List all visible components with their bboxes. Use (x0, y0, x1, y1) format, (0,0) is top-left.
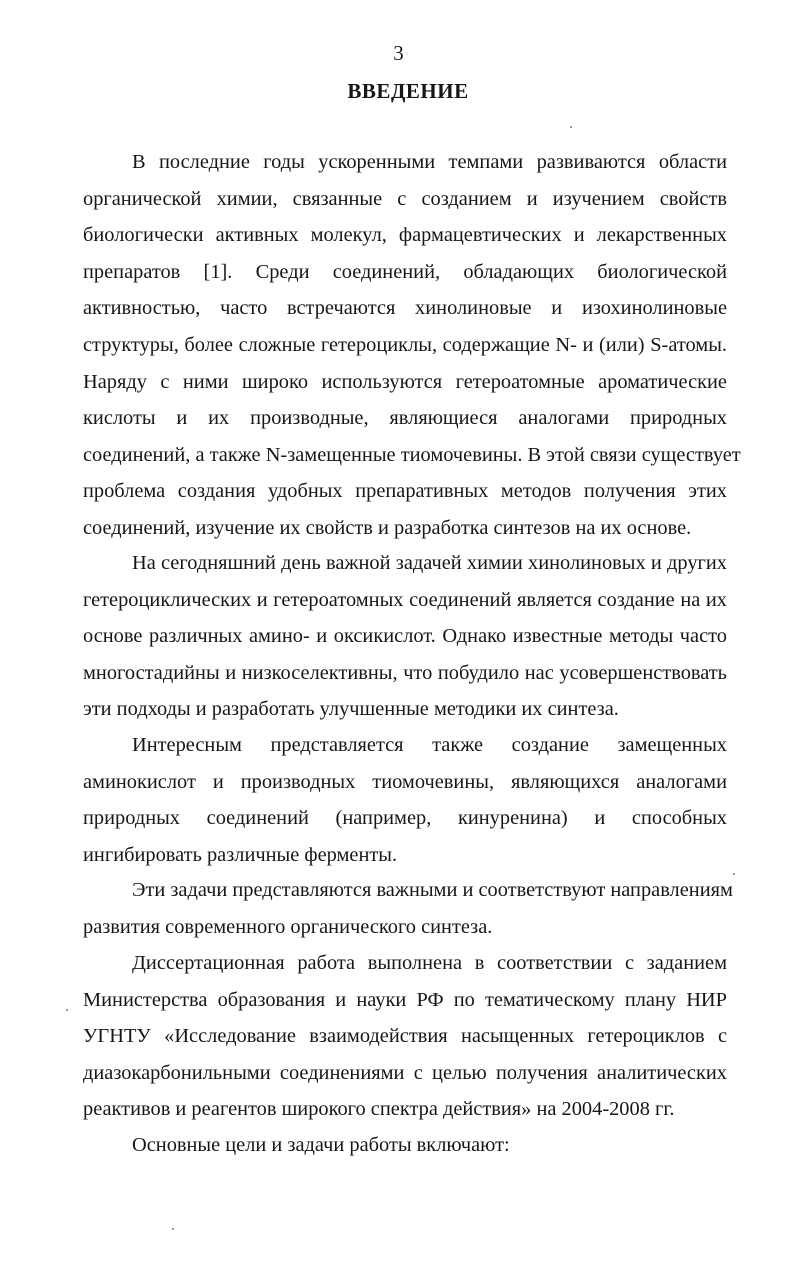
scan-speck (733, 873, 735, 875)
paragraph-importance (83, 872, 733, 945)
text-line: ингибировать различные ферменты. (83, 843, 398, 866)
text-line: соединений, а также N-замещенные тиомочевины. В этой связи существует (83, 443, 741, 466)
text-line: соединений, изучение их свойств и разработка синтезов на их основе. (83, 516, 692, 539)
text-line: аминокислот и производных тиомочевины, являющихся аналогами (83, 770, 727, 793)
paragraph-interest (83, 727, 727, 873)
text-line: биологически активных молекул, фармацевтических и лекарственных (83, 224, 727, 247)
text-line: На сегодняшний день важной задачей химии хинолиновых и других (132, 552, 727, 574)
text-line: Интересным представляется также создание замещенных (132, 734, 727, 756)
paragraph-task (83, 545, 727, 728)
scan-speck (570, 126, 572, 128)
text-line: кислоты и их производные, являющиеся аналогами природных (83, 407, 727, 430)
text-line: Министерства образования и науки РФ по тематическому плану НИР (83, 988, 727, 1011)
text-line: Основные цели и задачи работы включают: (132, 1134, 510, 1156)
text-line: Диссертационная работа выполнена в соответствии с заданием (132, 952, 727, 974)
text-line: органической химии, связанные с созданием и изучением свойств (83, 187, 727, 210)
text-line: природных соединений (например, кинуренина) и способных (83, 807, 727, 830)
text-line: В последние годы ускоренными темпами развиваются области (132, 151, 727, 173)
text-line: реактивов и реагентов широкого спектра действия» на 2004-2008 гг. (83, 1098, 675, 1121)
text-line: Эти задачи представляются важными и соответствуют направлениям (132, 879, 733, 901)
text-line: многостадийны и низкоселективны, что побудило нас усовершенствовать (83, 661, 727, 684)
section-heading: ВВЕДЕНИЕ (347, 79, 469, 103)
text-line: диазокарбонильными соединениями с целью получения аналитических (83, 1061, 727, 1084)
paragraph-dissertation (83, 945, 727, 1128)
text-line: УГНТУ «Исследование взаимодействия насыщенных гетероциклов с (83, 1025, 727, 1048)
text-line: активностью, часто встречаются хинолиновые и изохинолиновые (83, 297, 727, 320)
paragraph-intro (83, 144, 741, 547)
text-line: структуры, более сложные гетероциклы, содержащие N- и (или) S-атомы. (83, 333, 727, 356)
text-line: основе различных амино- и оксикислот. Однако известные методы часто (83, 625, 727, 648)
scan-speck (172, 1228, 174, 1230)
page-number: 3 (393, 41, 404, 65)
text-line: Наряду с ними широко используются гетероатомные ароматические (83, 370, 727, 393)
text-line: эти подходы и разработать улучшенные методики их синтеза. (83, 698, 619, 721)
scan-speck (66, 1009, 68, 1011)
paragraph-goals (83, 1127, 727, 1164)
text-line: гетероциклических и гетероатомных соединений является создание на их (83, 588, 727, 611)
text-line: препаратов [1]. Среди соединений, обладающих биологической (83, 260, 727, 283)
text-line: проблема создания удобных препаративных методов получения этих (83, 480, 727, 503)
text-line: развития современного органического синтеза. (83, 915, 493, 938)
